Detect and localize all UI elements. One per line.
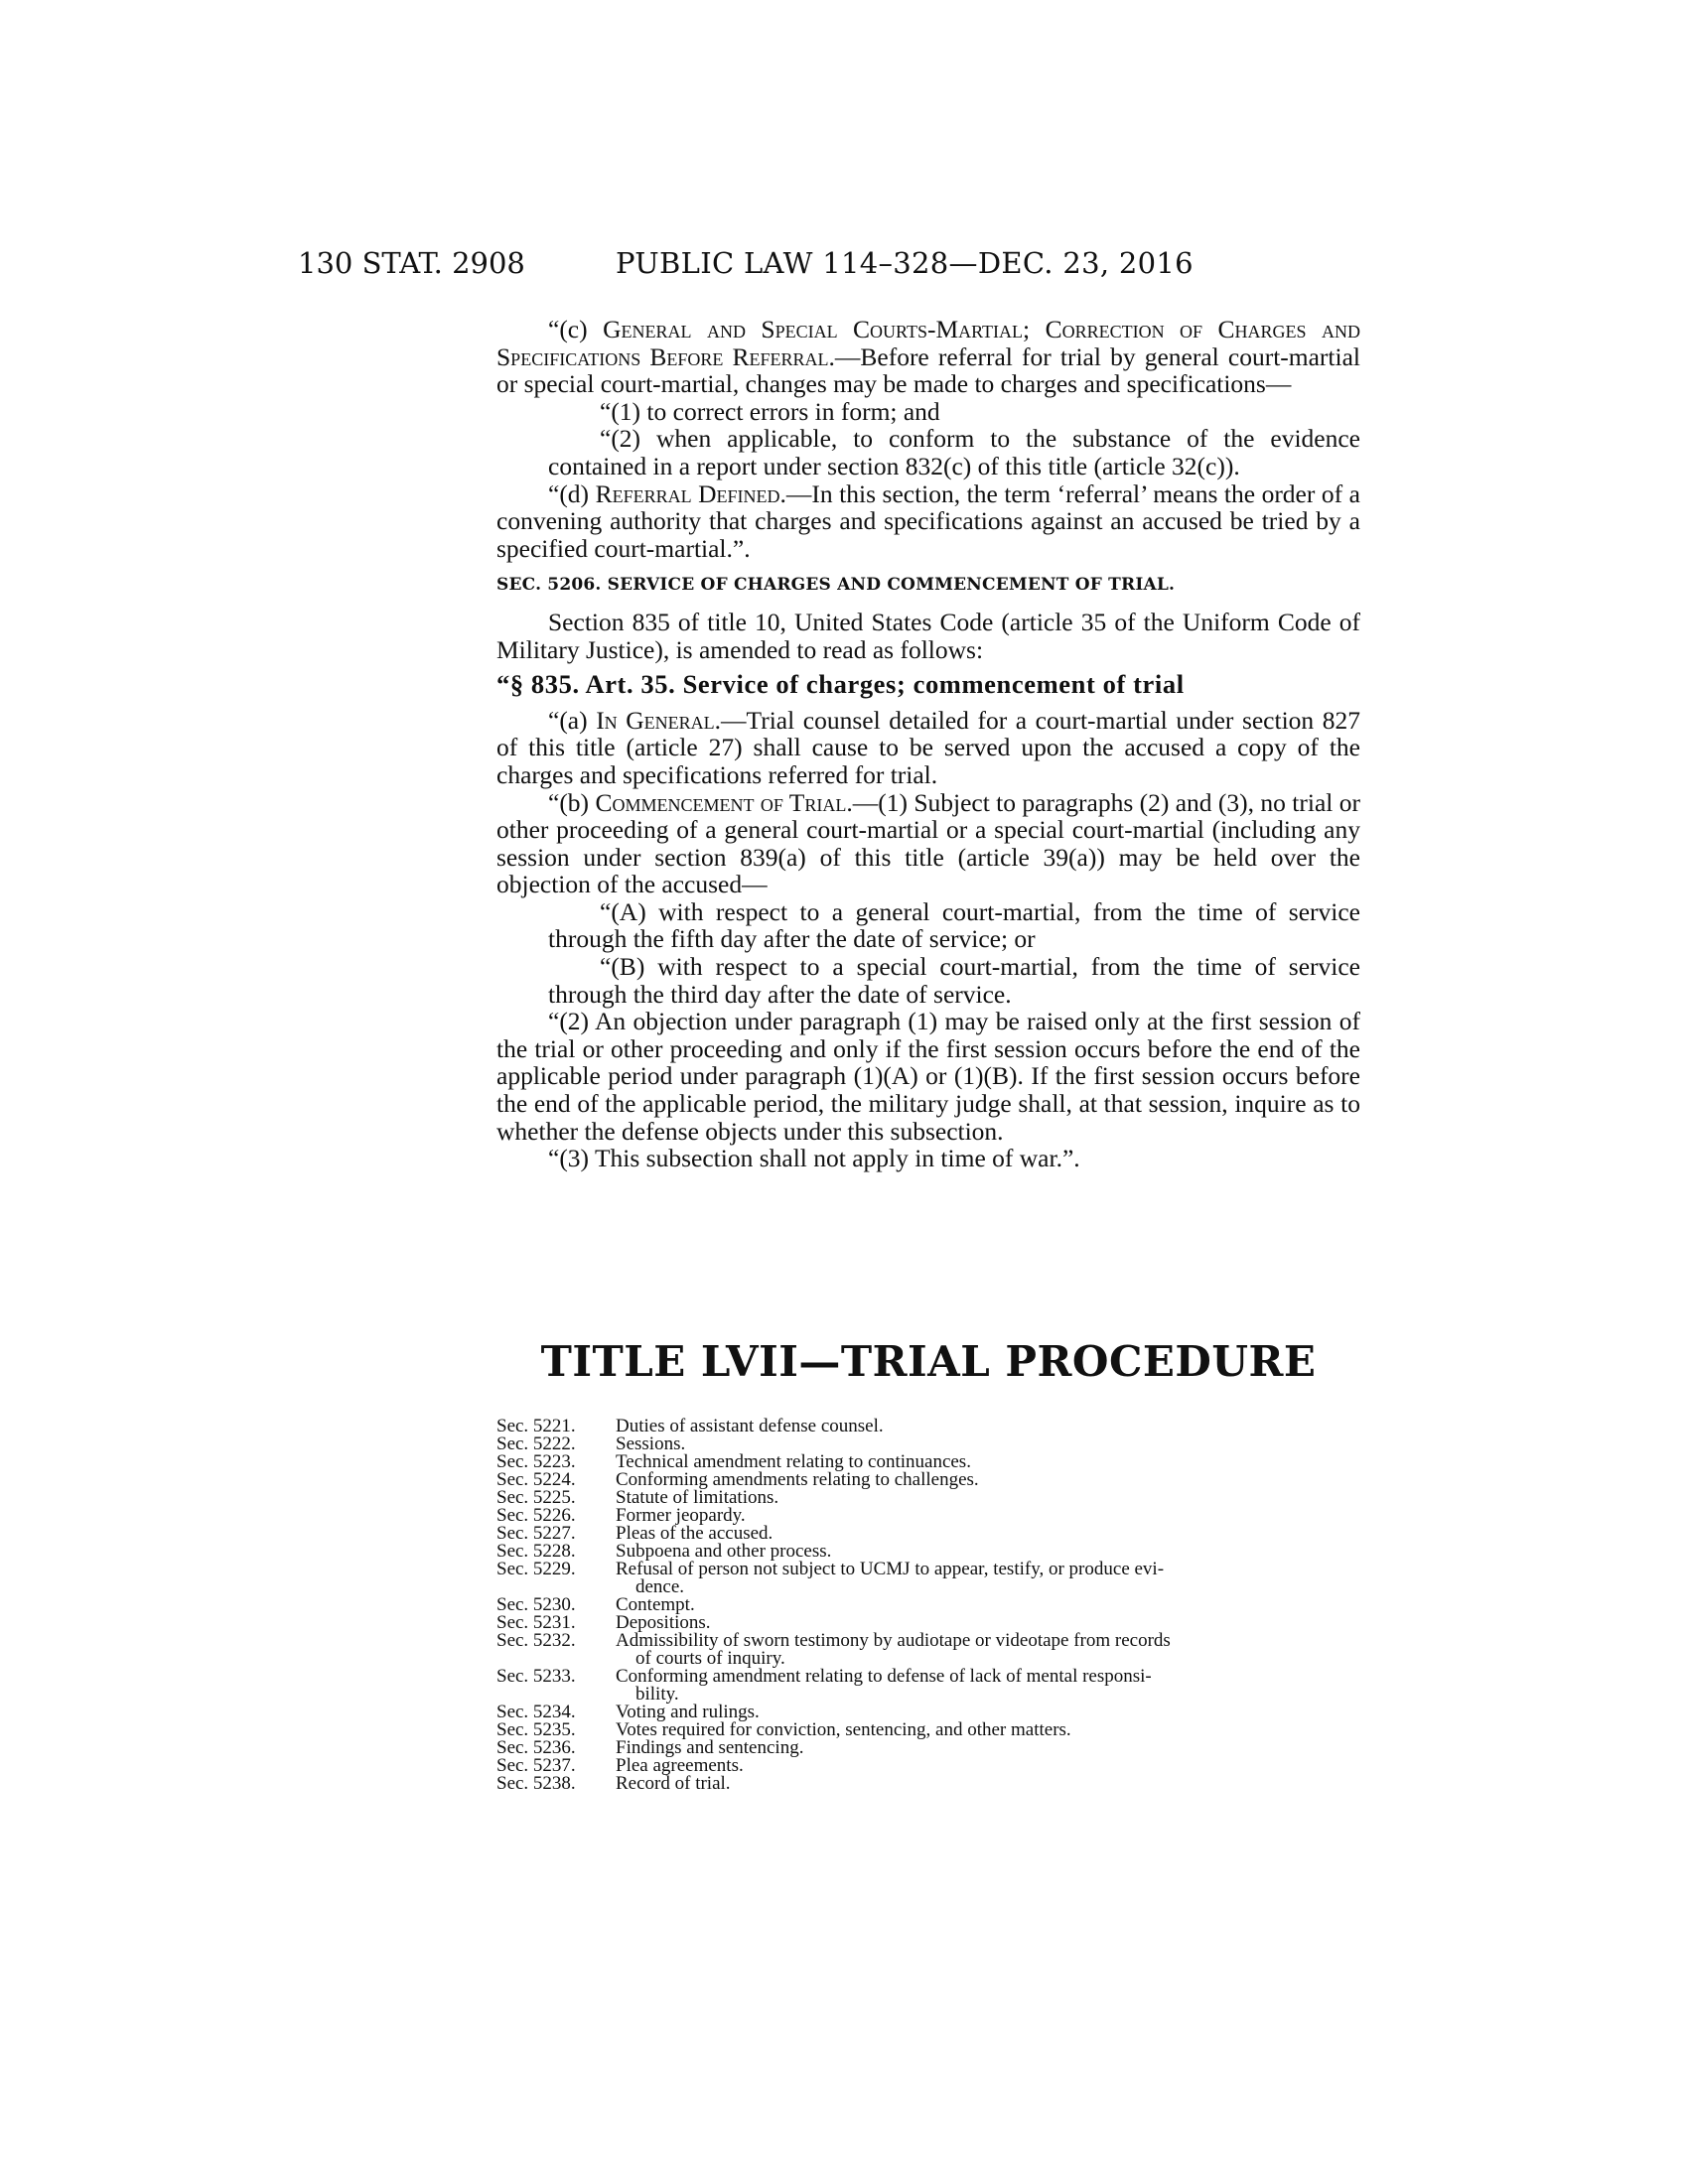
toc-section-title: Technical amendment relating to continuances.	[616, 1451, 971, 1472]
toc-section-number: Sec. 5238.	[496, 1773, 576, 1794]
toc-section-title: Votes required for conviction, sentencing, and other matters.	[616, 1719, 1071, 1740]
paragraph-b-3: “(3) This subsection shall not apply in time of war.”.	[548, 1144, 1080, 1173]
paragraph-c: “(c) General and Special Courts-Martial; Correction of Charges and Specifications Before Referral.—Before referral for trial by general court-martial or special court-martial, changes may be made to charges and specifications—	[496, 315, 1360, 399]
paragraph-b: “(b) Commencement of Trial.—(1) Subject to paragraphs (2) and (3), no trial or other proceeding of a general court-martial or a special court-martial (including any session under section 839(a) of this title (article 39(a)) may be held over the objection of the accused—	[496, 787, 1360, 899]
toc-section-title: Contempt.	[616, 1594, 695, 1615]
toc-section-title: Voting and rulings.	[616, 1702, 760, 1722]
toc-section-number: Sec. 5233.	[496, 1666, 576, 1687]
toc-section-number: Sec. 5222.	[496, 1433, 576, 1454]
toc-section-number: Sec. 5230.	[496, 1594, 576, 1615]
document-body	[496, 316, 1360, 1172]
toc-section-number: Sec. 5225.	[496, 1487, 576, 1508]
toc-section-title: Pleas of the accused.	[616, 1523, 774, 1544]
section-intro: Section 835 of title 10, United States Code (article 35 of the Uniform Code of Military Justice), is amended to read as follows:	[496, 607, 1360, 664]
page-header	[0, 246, 1688, 286]
toc-section-number: Sec. 5228.	[496, 1541, 576, 1562]
toc-section-title: Sessions.	[616, 1433, 686, 1454]
toc-section-title: Former jeopardy.	[616, 1505, 746, 1526]
toc-section-title: Record of trial.	[616, 1773, 731, 1794]
toc-section-title: Duties of assistant defense counsel.	[616, 1416, 884, 1436]
toc-section-title: Conforming amendments relating to challenges.	[616, 1469, 979, 1490]
toc-section-number: Sec. 5237.	[496, 1755, 576, 1776]
toc-section-number: Sec. 5223.	[496, 1451, 576, 1472]
section-heading: SEC. 5206. SERVICE OF CHARGES AND COMMENCEMENT OF TRIAL.	[496, 575, 1176, 596]
toc-section-number: Sec. 5231.	[496, 1612, 576, 1633]
toc-section-number: Sec. 5226.	[496, 1505, 576, 1526]
toc-section-title: Refusal of person not subject to UCMJ to appear, testify, or produce evi- dence.	[616, 1559, 1165, 1597]
toc-section-title: Subpoena and other process.	[616, 1541, 832, 1562]
toc-item	[496, 1632, 1370, 1668]
toc-section-number: Sec. 5224.	[496, 1469, 576, 1490]
paragraph-a: “(a) In General.—Trial counsel detailed for a court-martial under section 827 of this title (article 27) shall cause to be served upon the accused a copy of the charges and specifications referred for trial.	[496, 705, 1360, 789]
paragraph-d: “(d) Referral Defined.—In this section, the term ‘referral’ means the order of a convening authority that charges and specifications against an accused be tried by a specified court-martial.”.	[496, 478, 1360, 563]
toc-section-title: Statute of limitations.	[616, 1487, 779, 1508]
title-heading: TITLE LVII—TRIAL PROCEDURE	[540, 1337, 1317, 1386]
toc-item	[496, 1561, 1370, 1596]
toc-section-number: Sec. 5232.	[496, 1630, 576, 1651]
toc-section-number: Sec. 5229.	[496, 1559, 576, 1579]
toc-section-number: Sec. 5235.	[496, 1719, 576, 1740]
toc-section-title: Admissibility of sworn testimony by audiotape or videotape from records of courts of inquiry.	[616, 1630, 1171, 1669]
paragraph-b-A: “(A) with respect to a general court-martial, from the time of service through the fifth day after the date of service; or	[548, 896, 1360, 954]
toc-section-title: Depositions.	[616, 1612, 711, 1633]
paragraph-b-B: “(B) with respect to a special court-martial, from the time of service through the third day after the date of service.	[548, 952, 1360, 1009]
toc-item	[496, 1668, 1370, 1704]
toc-section-number: Sec. 5234.	[496, 1702, 576, 1722]
toc-section-number: Sec. 5221.	[496, 1416, 576, 1436]
public-law-citation: PUBLIC LAW 114–328—DEC. 23, 2016	[616, 246, 1194, 280]
toc-section-title: Findings and sentencing.	[616, 1737, 804, 1758]
paragraph-c-2: “(2) when applicable, to conform to the substance of the evidence contained in a report under section 832(c) of this title (article 32(c)).	[548, 424, 1360, 480]
paragraph-c-1: “(1) to correct errors in form; and	[600, 396, 940, 426]
toc-section-title: Conforming amendment relating to defense of lack of mental responsi- bility.	[616, 1666, 1152, 1705]
table-of-contents	[496, 1418, 1370, 1793]
toc-item	[496, 1775, 1370, 1793]
toc-section-number: Sec. 5236.	[496, 1737, 576, 1758]
article-heading: “§ 835. Art. 35. Service of charges; commencement of trial	[496, 669, 1185, 700]
paragraph-b-2: “(2) An objection under paragraph (1) may be raised only at the first session of the trial or other proceeding and only if the first session occurs before the end of the applicable period under paragraph (1)(A) or (1)(B). If the first session occurs before the end of the applicable period, the military judge shall, at that session, inquire as to whether the defense objects under this subsection.	[496, 1007, 1360, 1146]
toc-section-number: Sec. 5227.	[496, 1523, 576, 1544]
toc-section-title: Plea agreements.	[616, 1755, 744, 1776]
stat-page-number: 130 STAT. 2908	[298, 246, 525, 280]
